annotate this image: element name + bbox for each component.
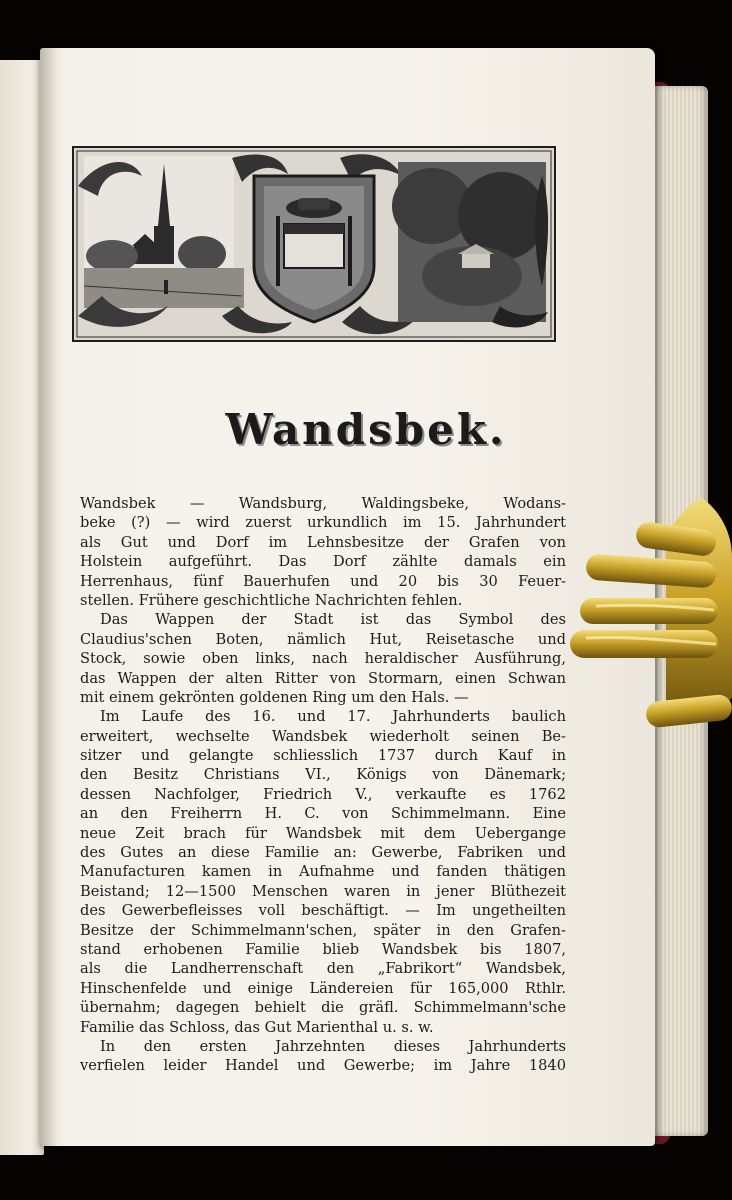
text-line: Manufacturen kamen in Aufnahme und fanden thätigen [80, 863, 566, 881]
text-line: Wandsbek — Wandsburg, Waldingsbeke, Wodans- [80, 495, 566, 512]
text-line: erweitert, wechselte Wandsbek wiederholt seinen Be- [80, 727, 566, 745]
text-line: Familie das Schloss, das Gut Marienthal u. s. w. [80, 1018, 434, 1036]
text-line: Im Laufe des 16. und 17. Jahrhunderts baulich [100, 708, 566, 726]
text-line: stellen. Frühere geschichtliche Nachrichten fehlen. [80, 591, 463, 609]
text-line: an den Freiherrn H. C. von Schimmelmann. Eine [80, 805, 566, 823]
chapter-title: Wandsbek. [225, 405, 507, 454]
text-line: übernahm; dagegen behielt die gräfl. Schimmelmann'sche [80, 999, 566, 1017]
text-line: Das Wappen der Stadt ist das Symbol des [100, 611, 566, 629]
text-line: den Besitz Christians VI., Königs von Dänemark; [80, 766, 566, 784]
text-line: neue Zeit brach für Wandsbek mit dem Uebergange [80, 824, 566, 842]
text-line: beke (?) — wird zuerst urkundlich im 15. Jahrhundert [80, 514, 566, 532]
text-line: Claudius'schen Boten, nämlich Hut, Reisetasche und [80, 630, 566, 648]
brass-hand-page-holder [566, 498, 732, 733]
text-line: Stock, sowie oben links, nach heraldischer Ausführung, [80, 650, 566, 668]
engraved-headpiece-illustration [72, 146, 556, 342]
text-line: sitzer und gelangte schliesslich 1737 durch Kauf in [80, 747, 566, 765]
text-line: stand erhobenen Familie blieb Wandsbek bis 1807, [80, 940, 566, 958]
text-line: Holstein aufgeführt. Das Dorf zählte damals ein [80, 553, 566, 571]
text-line: Hinschenfelde und einige Ländereien für 165,000 Rthlr. [80, 979, 566, 997]
text-line: dessen Nachfolger, Friedrich V., verkaufte es 1762 [80, 785, 566, 803]
text-line: Herrenhaus, fünf Bauerhufen und 20 bis 30 Feuer- [80, 572, 566, 590]
coat-of-arms-shield [254, 176, 374, 322]
text-line: Besitze der Schimmelmann'schen, später in den Grafen- [80, 921, 566, 939]
text-line: mit einem gekrönten goldenen Ring um den Hals. — [80, 688, 469, 706]
text-line: Beistand; 12—1500 Menschen waren in jener Blüthezeit [80, 882, 566, 900]
text-line: In den ersten Jahrzehnten dieses Jahrhunderts [100, 1037, 566, 1055]
chapter-body-text [80, 494, 566, 1076]
text-line: als Gut und Dorf im Lehnsbesitze der Grafen von [80, 533, 566, 551]
previous-page-edge [0, 60, 44, 1155]
text-line: das Wappen der alten Ritter von Stormarn, einen Schwan [80, 669, 566, 687]
text-line: verfielen leider Handel und Gewerbe; im Jahre 1840 [80, 1057, 566, 1075]
text-line: als die Landherrenschaft den „Fabrikort“ Wandsbek, [80, 960, 566, 978]
text-line: des Gutes an diese Familie an: Gewerbe, Fabriken und [80, 844, 566, 862]
text-line: des Gewerbefleisses voll beschäftigt. — Im ungetheilten [80, 902, 566, 920]
gutter-shadow [40, 48, 58, 1146]
